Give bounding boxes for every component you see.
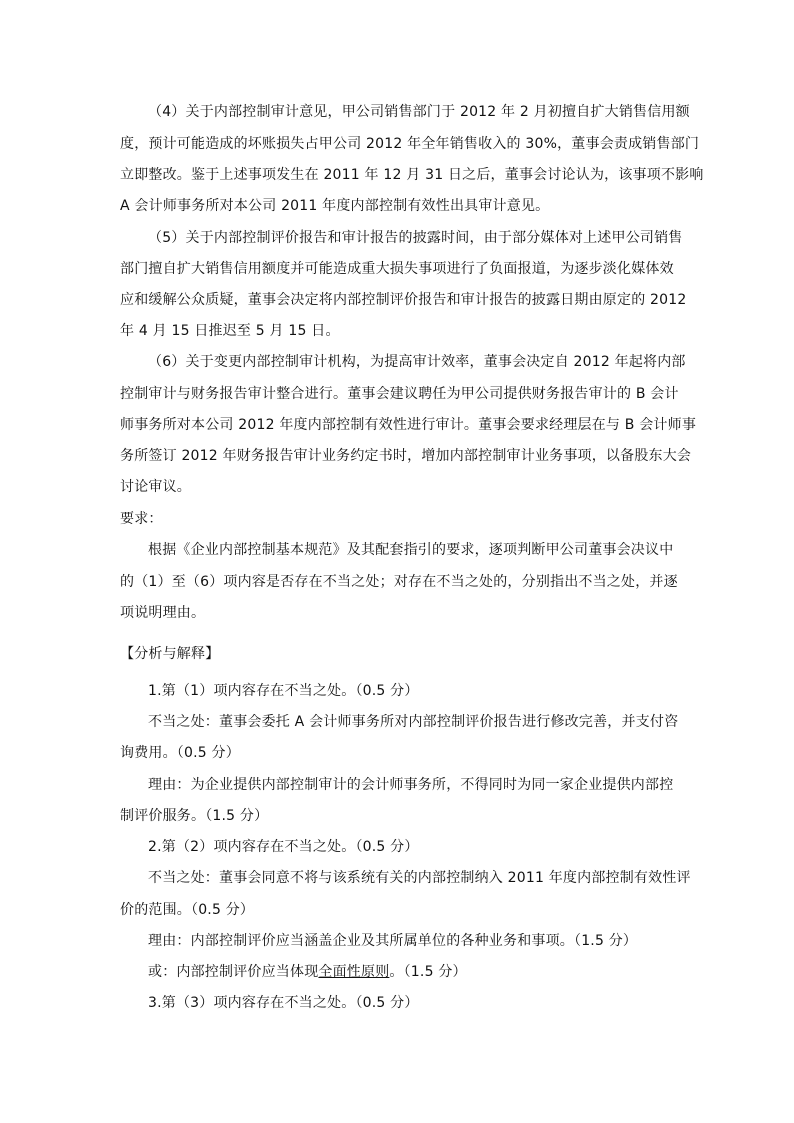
answer-2-alternative-suffix: 。（1.5 分） (389, 964, 467, 980)
answer-2-reason: 理由：内部控制评价应当涵盖企业及其所属单位的各种业务和事项。（1.5 分） (148, 933, 638, 949)
answer-1-heading: 1.第（1）项内容存在不当之处。（0.5 分） (148, 683, 419, 699)
answer-2-heading: 2.第（2）项内容存在不当之处。（0.5 分） (148, 839, 419, 855)
paragraph-4-line-1: （4）关于内部控制审计意见，甲公司销售部门于 2012 年 2 月初擅自扩大销售信用额 (148, 104, 690, 120)
paragraph-4-line-2: 度，预计可能造成的坏账损失占甲公司 2012 年全年销售收入的 30%，董事会责成销售部门 (120, 136, 700, 152)
paragraph-4-line-4: A 会计师事务所对本公司 2011 年度内部控制有效性出具审计意见。 (120, 198, 550, 214)
answer-1-improper-line-1: 不当之处：董事会委托 A 会计师事务所对内部控制评价报告进行修改完善，并支付咨 (148, 714, 679, 730)
paragraph-6-line-2: 控制审计与财务报告审计整合进行。董事会建议聘任为甲公司提供财务报告审计的 B 会计 (120, 386, 679, 402)
requirement-line-1: 根据《企业内部控制基本规范》及其配套指引的要求，逐项判断甲公司董事会决议中 (148, 542, 674, 558)
answer-2-improper-line-1: 不当之处：董事会同意不将与该系统有关的内部控制纳入 2011 年度内部控制有效性评 (148, 870, 691, 886)
answer-3-heading: 3.第（3）项内容存在不当之处。（0.5 分） (148, 995, 419, 1011)
paragraph-6-line-3: 师事务所对本公司 2012 年度内部控制有效性进行审计。董事会要求经理层在与 B 会计师事 (120, 417, 697, 433)
paragraph-6-line-4: 务所签订 2012 年财务报告审计业务约定书时，增加内部控制审计业务事项，以备股东大会 (120, 448, 692, 464)
paragraph-5-line-4: 年 4 月 15 日推迟至 5 月 15 日。 (120, 323, 340, 339)
paragraph-5-line-3: 应和缓解公众质疑，董事会决定将内部控制评价报告和审计报告的披露日期由原定的 2012 (120, 292, 687, 308)
paragraph-6-line-5: 讨论审议。 (120, 479, 191, 495)
answer-2-improper-line-2: 价的范围。（0.5 分） (120, 902, 255, 918)
answer-2-alternative-reason (148, 962, 467, 982)
comprehensiveness-principle-underlined: 全面性原则 (318, 964, 390, 980)
answer-1-reason-line-1: 理由：为企业提供内部控制审计的会计师事务所，不得同时为同一家企业提供内部控 (148, 777, 674, 793)
answer-1-reason-line-2: 制评价服务。（1.5 分） (120, 808, 269, 824)
requirement-line-2: 的（1）至（6）项内容是否存在不当之处；对存在不当之处的，分别指出不当之处，并逐 (120, 574, 678, 590)
requirement-line-3: 项说明理由。 (120, 605, 206, 621)
requirement-title: 要求： (120, 511, 163, 527)
answer-2-alternative-prefix: 或：内部控制评价应当体现 (148, 964, 319, 980)
paragraph-4-line-3: 立即整改。鉴于上述事项发生在 2011 年 12 月 31 日之后，董事会讨论认为，该事项不影响 (120, 167, 704, 183)
paragraph-5-line-1: （5）关于内部控制评价报告和审计报告的披露时间，由于部分媒体对上述甲公司销售 (148, 230, 683, 246)
analysis-title: 【分析与解释】 (120, 646, 220, 662)
paragraph-6-line-1: （6）关于变更内部控制审计机构，为提高审计效率，董事会决定自 2012 年起将内部 (148, 354, 686, 370)
answer-1-improper-line-2: 询费用。（0.5 分） (120, 745, 240, 761)
paragraph-5-line-2: 部门擅自扩大销售信用额度并可能造成重大损失事项进行了负面报道，为逐步淡化媒体效 (120, 261, 674, 277)
